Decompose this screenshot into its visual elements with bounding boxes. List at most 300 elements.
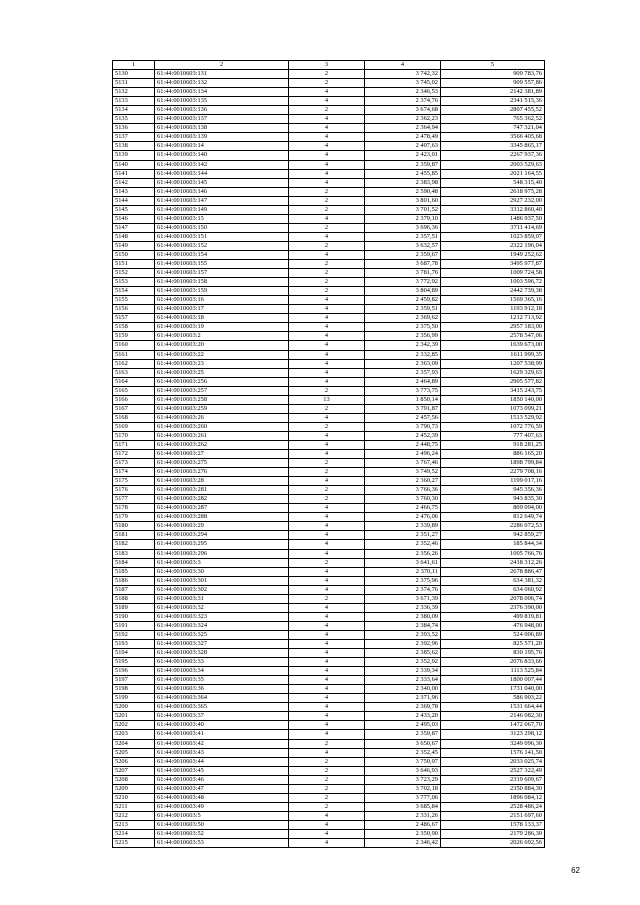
table-cell: 5202 xyxy=(113,721,155,730)
table-cell: 2 xyxy=(289,196,365,205)
table-cell: 5136 xyxy=(113,124,155,133)
table-row xyxy=(113,540,545,549)
table-cell: 2033 025,74 xyxy=(441,757,545,766)
table-cell: 2 xyxy=(289,241,365,250)
table-row xyxy=(113,223,545,232)
table-row xyxy=(113,757,545,766)
table-cell: 2 357,51 xyxy=(365,232,441,241)
table-cell: 1896 084,12 xyxy=(441,793,545,802)
table-cell: 5159 xyxy=(113,332,155,341)
table-cell: 3 749,52 xyxy=(365,468,441,477)
table-cell: 4 xyxy=(289,721,365,730)
table-cell: 61:44:0010603:287 xyxy=(155,504,289,513)
table-row xyxy=(113,649,545,658)
table-cell: 61:44:0010603:40 xyxy=(155,721,289,730)
table-cell: 1731 040,00 xyxy=(441,685,545,694)
table-cell: 4 xyxy=(289,603,365,612)
table-cell: 61:44:0010603:139 xyxy=(155,133,289,142)
table-cell: 2 370,11 xyxy=(365,567,441,576)
table-cell: 61:44:0010603:294 xyxy=(155,531,289,540)
table-cell: 2 448,75 xyxy=(365,440,441,449)
table-cell: 3 674,68 xyxy=(365,106,441,115)
table-row xyxy=(113,585,545,594)
table-cell: 2 359,67 xyxy=(365,250,441,259)
table-cell: 4 xyxy=(289,323,365,332)
table-cell: 2 380,09 xyxy=(365,612,441,621)
table-cell: 2 364,94 xyxy=(365,124,441,133)
table-row xyxy=(113,567,545,576)
table-cell: 61:44:0010603:5 xyxy=(155,811,289,820)
table-cell: 2 433,20 xyxy=(365,712,441,721)
table-cell: 5174 xyxy=(113,468,155,477)
table-cell: 4 xyxy=(289,296,365,305)
table-cell: 61:44:0010603:145 xyxy=(155,178,289,187)
table-cell: 5162 xyxy=(113,359,155,368)
table-cell: 2 359,51 xyxy=(365,305,441,314)
table-cell: 61:44:0010603:20 xyxy=(155,341,289,350)
table-cell: 2 xyxy=(289,223,365,232)
table-cell: 61:44:0010603:35 xyxy=(155,676,289,685)
table-cell: 586 903,22 xyxy=(441,694,545,703)
table-cell: 945 356,36 xyxy=(441,486,545,495)
table-cell: 2957 183,00 xyxy=(441,323,545,332)
table-cell: 2179 286,30 xyxy=(441,829,545,838)
table-cell: 5212 xyxy=(113,811,155,820)
table-cell: 5197 xyxy=(113,676,155,685)
table-cell: 5143 xyxy=(113,187,155,196)
table-cell: 2 359,87 xyxy=(365,730,441,739)
table-cell: 5133 xyxy=(113,97,155,106)
table-cell: 4 xyxy=(289,450,365,459)
table-cell: 5175 xyxy=(113,477,155,486)
table-row xyxy=(113,630,545,639)
table-cell: 61:44:0010603:26 xyxy=(155,413,289,422)
table-cell: 4 xyxy=(289,160,365,169)
table-cell: 61:44:0010603:2 xyxy=(155,332,289,341)
column-header: 3 xyxy=(289,61,365,70)
table-row xyxy=(113,739,545,748)
table-cell: 4 xyxy=(289,658,365,667)
table-cell: 3 632,57 xyxy=(365,241,441,250)
table-cell: 4 xyxy=(289,513,365,522)
table-cell: 2 340,00 xyxy=(365,685,441,694)
table-cell: 1629 329,63 xyxy=(441,368,545,377)
table-cell: 5205 xyxy=(113,748,155,757)
table-row xyxy=(113,124,545,133)
table-cell: 2 346,53 xyxy=(365,88,441,97)
table-cell: 4 xyxy=(289,531,365,540)
table-cell: 2 332,85 xyxy=(365,350,441,359)
table-cell: 3 773,75 xyxy=(365,386,441,395)
table-cell: 1072 776,59 xyxy=(441,422,545,431)
table-cell: 2442 739,38 xyxy=(441,287,545,296)
table-cell: 61:44:0010603:3 xyxy=(155,558,289,567)
table-cell: 2 331,26 xyxy=(365,811,441,820)
table-cell: 4 xyxy=(289,232,365,241)
table-cell: 2 459,82 xyxy=(365,296,441,305)
table-cell: 2341 515,36 xyxy=(441,97,545,106)
table-row xyxy=(113,513,545,522)
table-cell: 5177 xyxy=(113,495,155,504)
table-cell: 4 xyxy=(289,730,365,739)
table-cell: 5155 xyxy=(113,296,155,305)
table-row xyxy=(113,784,545,793)
table-cell: 4 xyxy=(289,703,365,712)
table-cell: 61:44:0010603:257 xyxy=(155,386,289,395)
table-cell: 5200 xyxy=(113,703,155,712)
table-cell: 1576 141,50 xyxy=(441,748,545,757)
table-cell: 61:44:0010603:323 xyxy=(155,612,289,621)
table-cell: 3495 977,87 xyxy=(441,260,545,269)
table-cell: 476 948,00 xyxy=(441,621,545,630)
table-cell: 5160 xyxy=(113,341,155,350)
table-row xyxy=(113,793,545,802)
table-cell: 61:44:0010603:159 xyxy=(155,287,289,296)
table-cell: 61:44:0010603:142 xyxy=(155,160,289,169)
table-cell: 4 xyxy=(289,88,365,97)
table-cell: 2 478,49 xyxy=(365,133,441,142)
table-cell: 3 671,39 xyxy=(365,594,441,603)
table-cell: 3 790,73 xyxy=(365,422,441,431)
table-cell: 5150 xyxy=(113,250,155,259)
table-cell: 1569 365,16 xyxy=(441,296,545,305)
table-cell: 825 571,20 xyxy=(441,640,545,649)
table-cell: 2 356,26 xyxy=(365,549,441,558)
table-cell: 61:44:0010603:33 xyxy=(155,658,289,667)
table-row xyxy=(113,386,545,395)
table-cell: 2905 577,82 xyxy=(441,377,545,386)
table-row xyxy=(113,404,545,413)
table-cell: 61:44:0010603:43 xyxy=(155,748,289,757)
table-cell: 5137 xyxy=(113,133,155,142)
table-cell: 4 xyxy=(289,115,365,124)
table-cell: 1 850,14 xyxy=(365,395,441,404)
table-cell: 2 xyxy=(289,287,365,296)
table-cell: 4 xyxy=(289,133,365,142)
table-row xyxy=(113,775,545,784)
table-cell: 5148 xyxy=(113,232,155,241)
table-cell: 2 375,96 xyxy=(365,576,441,585)
table-cell: 3312 860,40 xyxy=(441,205,545,214)
table-cell: 2078 006,74 xyxy=(441,594,545,603)
table-cell: 3249 096,30 xyxy=(441,739,545,748)
table-cell: 61:44:0010603:44 xyxy=(155,757,289,766)
table-cell: 4 xyxy=(289,839,365,848)
table-cell: 61:44:0010603:154 xyxy=(155,250,289,259)
table-cell: 4 xyxy=(289,377,365,386)
table-cell: 4 xyxy=(289,621,365,630)
table-cell: 1513 529,92 xyxy=(441,413,545,422)
table-row xyxy=(113,205,545,214)
cadastral-value-table xyxy=(112,60,545,848)
table-cell: 777 407,63 xyxy=(441,431,545,440)
table-row xyxy=(113,133,545,142)
table-cell: 2 383,98 xyxy=(365,178,441,187)
table-cell: 2 351,27 xyxy=(365,531,441,540)
table-row xyxy=(113,658,545,667)
table-cell: 4 xyxy=(289,567,365,576)
table-cell: 2 xyxy=(289,468,365,477)
table-cell: 5157 xyxy=(113,314,155,323)
table-cell: 2 xyxy=(289,269,365,278)
table-cell: 886 165,20 xyxy=(441,450,545,459)
table-cell: 5201 xyxy=(113,712,155,721)
table-cell: 2 476,06 xyxy=(365,513,441,522)
table-cell: 61:44:0010603:29 xyxy=(155,522,289,531)
table-cell: 5153 xyxy=(113,278,155,287)
table-row xyxy=(113,667,545,676)
table-cell: 3 804,89 xyxy=(365,287,441,296)
table-cell: 5198 xyxy=(113,685,155,694)
table-cell: 4 xyxy=(289,667,365,676)
table-cell: 61:44:0010603:17 xyxy=(155,305,289,314)
page-number: 62 xyxy=(571,866,580,875)
table-row xyxy=(113,377,545,386)
table-cell: 5138 xyxy=(113,142,155,151)
table-cell: 4 xyxy=(289,612,365,621)
table-cell: 5169 xyxy=(113,422,155,431)
table-cell: 5166 xyxy=(113,395,155,404)
table-cell: 2 xyxy=(289,79,365,88)
table-cell: 2 359,87 xyxy=(365,160,441,169)
table-cell: 3 766,36 xyxy=(365,486,441,495)
table-cell: 61:44:0010603:30 xyxy=(155,567,289,576)
table-cell: 765 362,52 xyxy=(441,115,545,124)
table-cell: 3 760,30 xyxy=(365,495,441,504)
table-row xyxy=(113,594,545,603)
table-cell: 4 xyxy=(289,305,365,314)
table-cell: 2 457,56 xyxy=(365,413,441,422)
table-cell: 5211 xyxy=(113,802,155,811)
table-row xyxy=(113,721,545,730)
table-cell: 1005 766,76 xyxy=(441,549,545,558)
table-cell: 3 767,46 xyxy=(365,459,441,468)
table-cell: 4 xyxy=(289,504,365,513)
table-cell: 2 590,48 xyxy=(365,187,441,196)
table-row xyxy=(113,495,545,504)
table-cell: 2279 708,16 xyxy=(441,468,545,477)
table-row xyxy=(113,468,545,477)
table-cell: 2 393,52 xyxy=(365,630,441,639)
table-cell: 3 685,84 xyxy=(365,802,441,811)
table-cell: 2 xyxy=(289,459,365,468)
table-cell: 5180 xyxy=(113,522,155,531)
table-cell: 2 xyxy=(289,802,365,811)
table-cell: 4 xyxy=(289,829,365,838)
table-cell: 61:44:0010603:146 xyxy=(155,187,289,196)
table-cell: 2527 322,49 xyxy=(441,766,545,775)
table-row xyxy=(113,820,545,829)
table-cell: 4 xyxy=(289,540,365,549)
table-row xyxy=(113,115,545,124)
table-cell: 1611 999,35 xyxy=(441,350,545,359)
table-cell: 1486 937,50 xyxy=(441,214,545,223)
table-cell: 5167 xyxy=(113,404,155,413)
table-cell: 5178 xyxy=(113,504,155,513)
table-cell: 1193 912,18 xyxy=(441,305,545,314)
table-cell: 61:44:0010603:23 xyxy=(155,359,289,368)
table-cell: 5196 xyxy=(113,667,155,676)
table-row xyxy=(113,305,545,314)
table-row xyxy=(113,558,545,567)
table-cell: 2322 196,04 xyxy=(441,241,545,250)
table-row xyxy=(113,250,545,259)
table-header-row xyxy=(113,61,545,70)
column-header: 2 xyxy=(155,61,289,70)
table-cell: 5154 xyxy=(113,287,155,296)
table-cell: 5141 xyxy=(113,169,155,178)
table-cell: 2 356,99 xyxy=(365,332,441,341)
table-cell: 5164 xyxy=(113,377,155,386)
table-cell: 4 xyxy=(289,332,365,341)
table-cell: 61:44:0010603:151 xyxy=(155,232,289,241)
table-cell: 2 xyxy=(289,106,365,115)
table-row xyxy=(113,287,545,296)
table-cell: 809 094,00 xyxy=(441,504,545,513)
table-cell: 4 xyxy=(289,151,365,160)
table-cell: 5214 xyxy=(113,829,155,838)
table-cell: 61:44:0010603:144 xyxy=(155,169,289,178)
table-cell: 5184 xyxy=(113,558,155,567)
table-cell: 524 006,89 xyxy=(441,630,545,639)
table-row xyxy=(113,332,545,341)
cadastral-value-table-container xyxy=(112,60,544,848)
table-row xyxy=(113,187,545,196)
table-cell: 2003 529,63 xyxy=(441,160,545,169)
table-cell: 61:44:0010603:365 xyxy=(155,703,289,712)
table-cell: 61:44:0010603:276 xyxy=(155,468,289,477)
table-cell: 2 385,62 xyxy=(365,649,441,658)
table-cell: 61:44:0010603:53 xyxy=(155,839,289,848)
table-row xyxy=(113,612,545,621)
table-cell: 2 xyxy=(289,486,365,495)
table-cell: 5176 xyxy=(113,486,155,495)
table-cell: 61:44:0010603:15 xyxy=(155,214,289,223)
table-cell: 2 xyxy=(289,739,365,748)
table-row xyxy=(113,431,545,440)
table-cell: 5142 xyxy=(113,178,155,187)
table-cell: 2 495,03 xyxy=(365,721,441,730)
table-cell: 61:44:0010603:259 xyxy=(155,404,289,413)
table-cell: 2319 609,67 xyxy=(441,775,545,784)
table-cell: 5161 xyxy=(113,350,155,359)
table-row xyxy=(113,440,545,449)
table-cell: 4 xyxy=(289,142,365,151)
table-cell: 3 791,87 xyxy=(365,404,441,413)
table-cell: 61:44:0010603:262 xyxy=(155,440,289,449)
table-cell: 4 xyxy=(289,676,365,685)
table-cell: 61:44:0010603:52 xyxy=(155,829,289,838)
table-cell: 2 374,76 xyxy=(365,585,441,594)
table-cell: 830 195,76 xyxy=(441,649,545,658)
table-cell: 61:44:0010603:328 xyxy=(155,649,289,658)
table-cell: 2 352,92 xyxy=(365,658,441,667)
table-cell: 1800 007,44 xyxy=(441,676,545,685)
table-cell: 5209 xyxy=(113,784,155,793)
table-cell: 61:44:0010603:46 xyxy=(155,775,289,784)
table-cell: 2 xyxy=(289,558,365,567)
table-cell: 5183 xyxy=(113,549,155,558)
table-row xyxy=(113,79,545,88)
table-cell: 61:44:0010603:140 xyxy=(155,151,289,160)
table-cell: 2 xyxy=(289,260,365,269)
table-cell: 812 649,74 xyxy=(441,513,545,522)
table-cell: 5179 xyxy=(113,513,155,522)
table-cell: 5185 xyxy=(113,567,155,576)
table-cell: 61:44:0010603:49 xyxy=(155,802,289,811)
table-cell: 2376 390,00 xyxy=(441,603,545,612)
table-cell: 3 702,18 xyxy=(365,784,441,793)
table-cell: 5186 xyxy=(113,576,155,585)
table-cell: 4 xyxy=(289,440,365,449)
table-cell: 5193 xyxy=(113,640,155,649)
table-cell: 1199 017,16 xyxy=(441,477,545,486)
table-row xyxy=(113,712,545,721)
table-cell: 2 xyxy=(289,278,365,287)
table-row xyxy=(113,260,545,269)
table-row xyxy=(113,314,545,323)
table-cell: 2578 547,06 xyxy=(441,332,545,341)
table-cell: 2142 381,89 xyxy=(441,88,545,97)
table-cell: 61:44:0010603:281 xyxy=(155,486,289,495)
table-row xyxy=(113,676,545,685)
table-row xyxy=(113,504,545,513)
table-row xyxy=(113,531,545,540)
table-cell: 4 xyxy=(289,169,365,178)
table-cell: 61:44:0010603:25 xyxy=(155,368,289,377)
table-cell: 2 375,50 xyxy=(365,323,441,332)
column-header: 4 xyxy=(365,61,441,70)
table-cell: 5152 xyxy=(113,269,155,278)
table-cell: 2 346,42 xyxy=(365,839,441,848)
table-cell: 2 xyxy=(289,386,365,395)
table-cell: 5203 xyxy=(113,730,155,739)
column-header: 5 xyxy=(441,61,545,70)
table-cell: 1212 713,92 xyxy=(441,314,545,323)
table-cell: 61:44:0010603:295 xyxy=(155,540,289,549)
table-cell: 3 641,61 xyxy=(365,558,441,567)
table-cell: 1023 859,07 xyxy=(441,232,545,241)
table-cell: 5135 xyxy=(113,115,155,124)
table-cell: 61:44:0010603:364 xyxy=(155,694,289,703)
table-cell: 61:44:0010603:42 xyxy=(155,739,289,748)
table-cell: 2 466,75 xyxy=(365,504,441,513)
table-row xyxy=(113,368,545,377)
table-cell: 5163 xyxy=(113,368,155,377)
table-row xyxy=(113,811,545,820)
table-cell: 13 xyxy=(289,395,365,404)
table-cell: 5156 xyxy=(113,305,155,314)
table-cell: 5132 xyxy=(113,88,155,97)
table-cell: 2 357,93 xyxy=(365,368,441,377)
table-cell: 61:44:0010603:47 xyxy=(155,784,289,793)
table-row xyxy=(113,576,545,585)
table-cell: 5165 xyxy=(113,386,155,395)
table-cell: 4 xyxy=(289,649,365,658)
table-cell: 3 781,76 xyxy=(365,269,441,278)
table-cell: 61:44:0010603:18 xyxy=(155,314,289,323)
table-cell: 61:44:0010603:36 xyxy=(155,685,289,694)
table-row xyxy=(113,97,545,106)
table-cell: 4 xyxy=(289,748,365,757)
table-cell: 61:44:0010603:31 xyxy=(155,594,289,603)
table-cell: 61:44:0010603:28 xyxy=(155,477,289,486)
table-cell: 5194 xyxy=(113,649,155,658)
table-cell: 2 362,23 xyxy=(365,115,441,124)
table-cell: 4 xyxy=(289,576,365,585)
table-cell: 3123 298,12 xyxy=(441,730,545,739)
table-row xyxy=(113,694,545,703)
